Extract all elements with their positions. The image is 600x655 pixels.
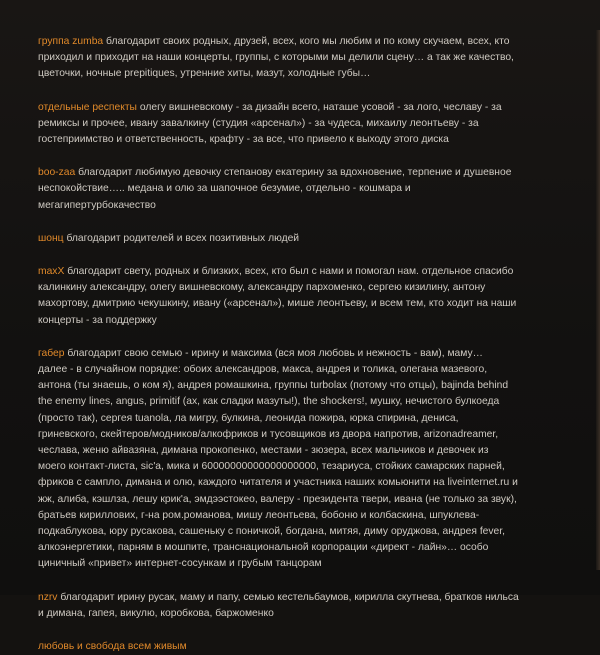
text-line: благодарит ирину русак, маму и папу, семью кестельбаумов, кирилла скутнева, братков нильса: [57, 591, 519, 603]
text-line: циничный «привет» интернет-сосункам и грубым танцорам: [38, 558, 322, 570]
thanks-block-zumba: [38, 34, 586, 83]
text-line: the enemy lines, angus, primitif (ах, как сладки мазуты!), the shockers!, мушку, нечистого булкоеда: [38, 396, 500, 408]
text-line: антона (ты знаешь, о ком я), андрея ромашкина, группы turbolax (потому что отцы), bajinda behind: [38, 380, 509, 392]
text-line: приходил и приходит на наши концерты, группы, с которыми мы делили сцену… а так же качество,: [38, 52, 514, 64]
text-line: гостеприимство и ответственность, крафту - за все, что привело к выходу этого диска: [38, 134, 449, 146]
text-line: чеслава, женю айвазяна, димана прокопенко, местами - зюзера, всех мальчиков и девочек из: [38, 445, 489, 457]
text-line: алкоэнергетики, парням в мошпите, транснациональной корпорации «директ - лайн»… особо: [38, 542, 489, 554]
thanks-paragraph: [38, 165, 586, 214]
text-line: благодарит родителей и всех позитивных людей: [63, 232, 300, 244]
member-name: габер: [38, 347, 65, 359]
member-name: шонц: [38, 232, 64, 244]
thanks-block-boo-zaa: [38, 165, 586, 214]
text-line: благодарит свету, родных и близких, всех, кто был с нами и помогал нам. отдельное спасибо: [64, 266, 514, 278]
member-name: maxX: [38, 266, 65, 278]
text-line: (просто так), сергея tuanola, ла мигру, булкина, леонида пожира, юрка спирина, дениса,: [38, 412, 459, 424]
text-line: моего контакт-листа, sic'a, мика и 60000000000000000000, тезариуса, стойких самарских парней,: [38, 461, 505, 473]
thanks-paragraph: [38, 264, 586, 329]
text-line: и димана, гапея, викулю, коробкова, баржоменко: [38, 607, 274, 619]
text-line: калинкину александру, олегу вишневскому, александру пархоменко, сергею кизилину, антону: [38, 282, 486, 294]
thanks-block-shonts: [38, 231, 586, 247]
page-edge: [596, 30, 600, 570]
text-line: цветочки, ночные prepitiques, утренние хиты, мазут, холодные губы…: [38, 68, 371, 80]
band-name: группа zumba: [38, 36, 104, 47]
text-line: братьев кириллових, г-на ром.романова, мишу леонтьева, бобоню и колбаскина, шпуклева-: [38, 509, 480, 521]
thanks-block-gaber: [38, 346, 586, 573]
text-line: фриков с сампло, димана и олю, каждого читателя и участника наших комьюнити на liveinternet.ru и: [38, 477, 518, 489]
thanks-block-respects: [38, 100, 586, 149]
member-name: boo-zaa: [38, 167, 76, 179]
text-line: олегу вишневскому - за дизайн всего, наташе усовой - за лого, чеславу - за: [136, 101, 502, 113]
text-line: благодарит своих родных, друзей, всех, кого мы любим и по кому скучаем, всех, кто: [103, 36, 510, 47]
section-name: отдельные респекты: [38, 101, 137, 113]
thanks-block-maxx: [38, 264, 586, 329]
text-line: мегагипертурбокачество: [38, 199, 156, 211]
text-line: ремиксы и прочее, ивану завалкину (студия «арсенал») - за чудеса, михаилу леонтьеву - за: [38, 117, 479, 129]
closing-line: любовь и свобода всем живым: [38, 641, 187, 653]
text-line: махортову, дмитрию чекушкину, ивану («арсенал»), мише леонтьеву, и всем тем, кто ходит на наши: [38, 298, 517, 310]
thanks-paragraph: [38, 346, 586, 573]
text-line: благодарит любимую девочку степанову екатерину за вдохновение, терпение и душевное: [75, 167, 512, 179]
thanks-paragraph: [38, 231, 586, 247]
text-line: далее - в случайном порядке: обоих александров, макса, андрея и толика, олегана мазевого,: [38, 364, 488, 376]
liner-notes: [38, 34, 586, 655]
thanks-paragraph: [38, 34, 586, 83]
text-line: жж, алиба, кэшлза, лешу крик'а, эмдээстокео, валеру - президента твери, ивана (не только за звук),: [38, 493, 517, 505]
member-name: nzrv: [38, 591, 58, 603]
text-line: гриневского, скейтеров/модников/алкофриков и тусовщиков из двора напротив, arizonadreamer,: [38, 428, 499, 440]
text-line: неспокойствие….. медана и олю за шапочное безумие, отдельно - кошмара и: [38, 183, 411, 195]
text-line: подкаблукова, юру русакова, сашеньку с поничкой, богдана, митяя, диму оруджова, андрея fever,: [38, 526, 506, 538]
thanks-paragraph: [38, 100, 586, 149]
text-line: концерты - за поддержку: [38, 314, 157, 326]
text-line: благодарит свою семью - ирину и максима (вся моя любовь и нежность - вам), маму…: [64, 347, 483, 359]
